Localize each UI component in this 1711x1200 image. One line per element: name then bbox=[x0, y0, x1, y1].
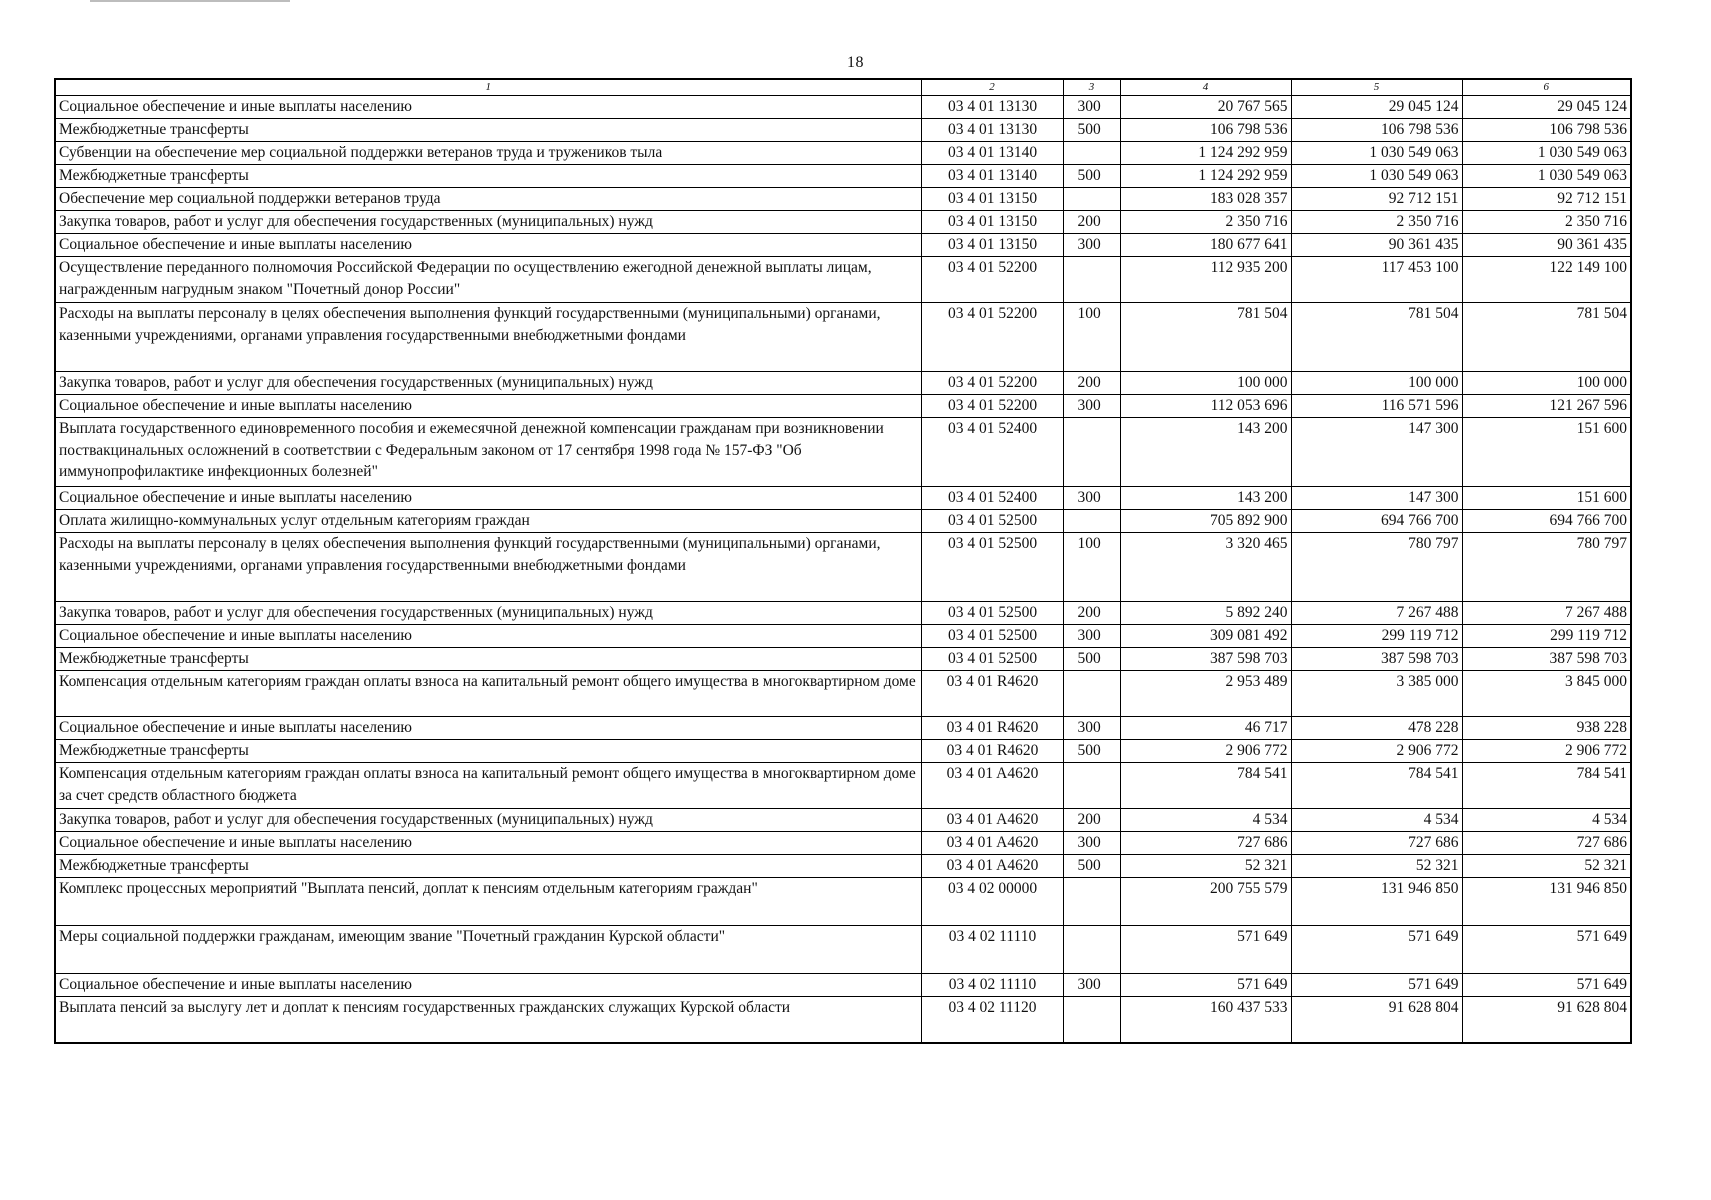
row-value-col6-cell: 781 504 bbox=[1462, 303, 1631, 372]
row-value-col4-cell: 1 124 292 959 bbox=[1120, 165, 1291, 188]
row-value-col5-cell: 781 504 bbox=[1291, 303, 1462, 372]
table-row bbox=[55, 188, 1631, 211]
row-kind-cell bbox=[1063, 926, 1120, 974]
table-row bbox=[55, 855, 1631, 878]
row-code-cell: 03 4 01 52500 bbox=[921, 510, 1063, 533]
row-code-cell: 03 4 01 52400 bbox=[921, 487, 1063, 510]
row-code-cell: 03 4 01 52500 bbox=[921, 648, 1063, 671]
row-value-col6-cell: 4 534 bbox=[1462, 809, 1631, 832]
table-row bbox=[55, 974, 1631, 997]
row-kind-cell: 500 bbox=[1063, 119, 1120, 142]
row-value-col4-cell: 52 321 bbox=[1120, 855, 1291, 878]
table-row bbox=[55, 395, 1631, 418]
row-name-cell: Закупка товаров, работ и услуг для обеспечения государственных (муниципальных) нужд bbox=[55, 372, 921, 395]
row-name-cell: Межбюджетные трансферты bbox=[55, 165, 921, 188]
row-value-col4-cell: 112 053 696 bbox=[1120, 395, 1291, 418]
row-value-col6-cell: 727 686 bbox=[1462, 832, 1631, 855]
row-name-cell: Комплекс процессных мероприятий "Выплата пенсий, доплат к пенсиям отдельным категориям граждан" bbox=[55, 878, 921, 926]
row-value-col4-cell: 387 598 703 bbox=[1120, 648, 1291, 671]
row-value-col5-cell: 4 534 bbox=[1291, 809, 1462, 832]
row-name-cell: Обеспечение мер социальной поддержки ветеранов труда bbox=[55, 188, 921, 211]
table-row bbox=[55, 487, 1631, 510]
row-value-col6-cell: 299 119 712 bbox=[1462, 625, 1631, 648]
row-value-col6-cell: 106 798 536 bbox=[1462, 119, 1631, 142]
row-value-col6-cell: 91 628 804 bbox=[1462, 997, 1631, 1044]
row-code-cell: 03 4 01 52400 bbox=[921, 418, 1063, 487]
row-value-col6-cell: 122 149 100 bbox=[1462, 257, 1631, 303]
row-kind-cell: 300 bbox=[1063, 625, 1120, 648]
table-row bbox=[55, 648, 1631, 671]
row-value-col4-cell: 106 798 536 bbox=[1120, 119, 1291, 142]
row-kind-cell: 300 bbox=[1063, 717, 1120, 740]
row-value-col6-cell: 151 600 bbox=[1462, 487, 1631, 510]
row-value-col6-cell: 52 321 bbox=[1462, 855, 1631, 878]
row-kind-cell: 300 bbox=[1063, 96, 1120, 119]
row-value-col6-cell: 780 797 bbox=[1462, 533, 1631, 602]
row-value-col6-cell: 29 045 124 bbox=[1462, 96, 1631, 119]
row-code-cell: 03 4 01 52500 bbox=[921, 602, 1063, 625]
row-kind-cell: 500 bbox=[1063, 855, 1120, 878]
row-name-cell: Закупка товаров, работ и услуг для обеспечения государственных (муниципальных) нужд bbox=[55, 809, 921, 832]
row-value-col5-cell: 7 267 488 bbox=[1291, 602, 1462, 625]
row-name-cell: Расходы на выплаты персоналу в целях обеспечения выполнения функций государственными (муниципальными) органами, казенными учреждениями, органами управления государственными внебюджетными фондами bbox=[55, 533, 921, 602]
row-name-cell: Субвенции на обеспечение мер социальной поддержки ветеранов труда и тружеников тыла bbox=[55, 142, 921, 165]
row-value-col4-cell: 200 755 579 bbox=[1120, 878, 1291, 926]
row-value-col5-cell: 2 906 772 bbox=[1291, 740, 1462, 763]
row-kind-cell: 300 bbox=[1063, 487, 1120, 510]
row-value-col4-cell: 183 028 357 bbox=[1120, 188, 1291, 211]
table-row bbox=[55, 257, 1631, 303]
row-value-col5-cell: 29 045 124 bbox=[1291, 96, 1462, 119]
row-kind-cell bbox=[1063, 997, 1120, 1044]
row-value-col4-cell: 3 320 465 bbox=[1120, 533, 1291, 602]
row-value-col5-cell: 147 300 bbox=[1291, 418, 1462, 487]
table-row bbox=[55, 211, 1631, 234]
row-value-col5-cell: 571 649 bbox=[1291, 974, 1462, 997]
row-value-col5-cell: 478 228 bbox=[1291, 717, 1462, 740]
table-header-row bbox=[55, 79, 1631, 96]
row-name-cell: Социальное обеспечение и иные выплаты населению bbox=[55, 487, 921, 510]
row-code-cell: 03 4 01 A4620 bbox=[921, 832, 1063, 855]
table-row bbox=[55, 625, 1631, 648]
table-row bbox=[55, 142, 1631, 165]
row-value-col4-cell: 784 541 bbox=[1120, 763, 1291, 809]
row-kind-cell bbox=[1063, 510, 1120, 533]
table-row bbox=[55, 372, 1631, 395]
row-value-col6-cell: 938 228 bbox=[1462, 717, 1631, 740]
row-code-cell: 03 4 01 13140 bbox=[921, 142, 1063, 165]
row-value-col4-cell: 4 534 bbox=[1120, 809, 1291, 832]
row-kind-cell: 500 bbox=[1063, 740, 1120, 763]
column-header: 4 bbox=[1120, 79, 1291, 96]
row-code-cell: 03 4 01 R4620 bbox=[921, 740, 1063, 763]
row-name-cell: Осуществление переданного полномочия Российской Федерации по осуществлению ежегодной денежной выплаты лицам, награжденным нагрудным знаком "Почетный донор России" bbox=[55, 257, 921, 303]
row-value-col5-cell: 727 686 bbox=[1291, 832, 1462, 855]
scan-top-rule bbox=[90, 0, 290, 2]
row-name-cell: Меры социальной поддержки гражданам, имеющим звание "Почетный гражданин Курской области" bbox=[55, 926, 921, 974]
row-code-cell: 03 4 02 11110 bbox=[921, 974, 1063, 997]
row-kind-cell bbox=[1063, 671, 1120, 717]
row-value-col4-cell: 571 649 bbox=[1120, 926, 1291, 974]
row-value-col4-cell: 2 906 772 bbox=[1120, 740, 1291, 763]
row-value-col5-cell: 90 361 435 bbox=[1291, 234, 1462, 257]
row-value-col6-cell: 90 361 435 bbox=[1462, 234, 1631, 257]
row-value-col5-cell: 100 000 bbox=[1291, 372, 1462, 395]
row-value-col4-cell: 5 892 240 bbox=[1120, 602, 1291, 625]
row-value-col5-cell: 784 541 bbox=[1291, 763, 1462, 809]
row-value-col6-cell: 7 267 488 bbox=[1462, 602, 1631, 625]
row-kind-cell bbox=[1063, 763, 1120, 809]
row-code-cell: 03 4 01 52200 bbox=[921, 257, 1063, 303]
row-value-col4-cell: 2 953 489 bbox=[1120, 671, 1291, 717]
row-value-col5-cell: 299 119 712 bbox=[1291, 625, 1462, 648]
row-name-cell: Оплата жилищно-коммунальных услуг отдельным категориям граждан bbox=[55, 510, 921, 533]
row-code-cell: 03 4 01 13140 bbox=[921, 165, 1063, 188]
table-row bbox=[55, 533, 1631, 602]
row-value-col6-cell: 1 030 549 063 bbox=[1462, 142, 1631, 165]
table-body bbox=[55, 96, 1631, 1044]
table-row bbox=[55, 997, 1631, 1044]
table-row bbox=[55, 740, 1631, 763]
row-value-col5-cell: 387 598 703 bbox=[1291, 648, 1462, 671]
row-code-cell: 03 4 02 11110 bbox=[921, 926, 1063, 974]
row-value-col4-cell: 160 437 533 bbox=[1120, 997, 1291, 1044]
row-kind-cell bbox=[1063, 418, 1120, 487]
table-row bbox=[55, 809, 1631, 832]
row-value-col5-cell: 52 321 bbox=[1291, 855, 1462, 878]
column-header: 1 bbox=[55, 79, 921, 96]
row-name-cell: Расходы на выплаты персоналу в целях обеспечения выполнения функций государственными (муниципальными) органами, казенными учреждениями, органами управления государственными внебюджетными фондами bbox=[55, 303, 921, 372]
row-code-cell: 03 4 01 52200 bbox=[921, 303, 1063, 372]
row-value-col4-cell: 143 200 bbox=[1120, 487, 1291, 510]
table-row bbox=[55, 763, 1631, 809]
row-value-col5-cell: 117 453 100 bbox=[1291, 257, 1462, 303]
row-name-cell: Межбюджетные трансферты bbox=[55, 855, 921, 878]
row-value-col4-cell: 20 767 565 bbox=[1120, 96, 1291, 119]
table-row bbox=[55, 119, 1631, 142]
row-code-cell: 03 4 01 52200 bbox=[921, 372, 1063, 395]
row-code-cell: 03 4 01 13150 bbox=[921, 234, 1063, 257]
row-value-col5-cell: 116 571 596 bbox=[1291, 395, 1462, 418]
table-row bbox=[55, 96, 1631, 119]
budget-table bbox=[54, 78, 1632, 1044]
page-number: 18 bbox=[847, 54, 864, 71]
row-value-col5-cell: 1 030 549 063 bbox=[1291, 165, 1462, 188]
row-value-col5-cell: 571 649 bbox=[1291, 926, 1462, 974]
row-kind-cell bbox=[1063, 878, 1120, 926]
row-value-col6-cell: 121 267 596 bbox=[1462, 395, 1631, 418]
row-kind-cell: 300 bbox=[1063, 974, 1120, 997]
row-code-cell: 03 4 02 11120 bbox=[921, 997, 1063, 1044]
row-value-col4-cell: 781 504 bbox=[1120, 303, 1291, 372]
table-row bbox=[55, 418, 1631, 487]
table-row bbox=[55, 671, 1631, 717]
column-header: 6 bbox=[1462, 79, 1631, 96]
row-value-col4-cell: 2 350 716 bbox=[1120, 211, 1291, 234]
row-kind-cell: 100 bbox=[1063, 303, 1120, 372]
row-kind-cell: 300 bbox=[1063, 832, 1120, 855]
row-value-col4-cell: 309 081 492 bbox=[1120, 625, 1291, 648]
row-code-cell: 03 4 02 00000 bbox=[921, 878, 1063, 926]
row-name-cell: Межбюджетные трансферты bbox=[55, 119, 921, 142]
row-value-col4-cell: 705 892 900 bbox=[1120, 510, 1291, 533]
row-value-col4-cell: 571 649 bbox=[1120, 974, 1291, 997]
row-kind-cell: 500 bbox=[1063, 165, 1120, 188]
table-row bbox=[55, 832, 1631, 855]
row-code-cell: 03 4 01 A4620 bbox=[921, 763, 1063, 809]
column-header: 2 bbox=[921, 79, 1063, 96]
row-value-col4-cell: 46 717 bbox=[1120, 717, 1291, 740]
row-value-col4-cell: 112 935 200 bbox=[1120, 257, 1291, 303]
row-name-cell: Компенсация отдельным категориям граждан оплаты взноса на капитальный ремонт общего имущества в многоквартирном доме bbox=[55, 671, 921, 717]
row-code-cell: 03 4 01 13130 bbox=[921, 96, 1063, 119]
row-kind-cell: 300 bbox=[1063, 395, 1120, 418]
table-row bbox=[55, 602, 1631, 625]
column-header: 5 bbox=[1291, 79, 1462, 96]
row-value-col5-cell: 92 712 151 bbox=[1291, 188, 1462, 211]
row-kind-cell: 200 bbox=[1063, 602, 1120, 625]
row-value-col5-cell: 780 797 bbox=[1291, 533, 1462, 602]
row-value-col6-cell: 784 541 bbox=[1462, 763, 1631, 809]
table-row bbox=[55, 510, 1631, 533]
table-row bbox=[55, 303, 1631, 372]
row-value-col5-cell: 147 300 bbox=[1291, 487, 1462, 510]
row-kind-cell: 200 bbox=[1063, 211, 1120, 234]
table-row bbox=[55, 926, 1631, 974]
table-row bbox=[55, 878, 1631, 926]
row-code-cell: 03 4 01 R4620 bbox=[921, 671, 1063, 717]
row-value-col5-cell: 131 946 850 bbox=[1291, 878, 1462, 926]
row-kind-cell: 100 bbox=[1063, 533, 1120, 602]
row-value-col6-cell: 131 946 850 bbox=[1462, 878, 1631, 926]
row-kind-cell: 500 bbox=[1063, 648, 1120, 671]
row-name-cell: Закупка товаров, работ и услуг для обеспечения государственных (муниципальных) нужд bbox=[55, 602, 921, 625]
row-name-cell: Социальное обеспечение и иные выплаты населению bbox=[55, 832, 921, 855]
row-kind-cell: 300 bbox=[1063, 234, 1120, 257]
row-code-cell: 03 4 01 13150 bbox=[921, 188, 1063, 211]
row-value-col5-cell: 3 385 000 bbox=[1291, 671, 1462, 717]
row-name-cell: Социальное обеспечение и иные выплаты населению bbox=[55, 974, 921, 997]
row-value-col6-cell: 571 649 bbox=[1462, 974, 1631, 997]
row-value-col6-cell: 100 000 bbox=[1462, 372, 1631, 395]
row-name-cell: Социальное обеспечение и иные выплаты населению bbox=[55, 625, 921, 648]
row-value-col6-cell: 92 712 151 bbox=[1462, 188, 1631, 211]
row-value-col6-cell: 2 350 716 bbox=[1462, 211, 1631, 234]
row-code-cell: 03 4 01 52500 bbox=[921, 533, 1063, 602]
row-value-col4-cell: 1 124 292 959 bbox=[1120, 142, 1291, 165]
column-header: 3 bbox=[1063, 79, 1120, 96]
table-row bbox=[55, 165, 1631, 188]
row-value-col4-cell: 100 000 bbox=[1120, 372, 1291, 395]
row-name-cell: Выплата государственного единовременного пособия и ежемесячной денежной компенсации гражданам при возникновении поствакцинальных осложнений в соответствии с Федеральным законом от 17 сентября 1998 года № 157-ФЗ "Об иммунопрофилактике инфекционных болезней" bbox=[55, 418, 921, 487]
row-kind-cell bbox=[1063, 257, 1120, 303]
row-code-cell: 03 4 01 A4620 bbox=[921, 855, 1063, 878]
row-name-cell: Социальное обеспечение и иные выплаты населению bbox=[55, 96, 921, 119]
row-value-col4-cell: 143 200 bbox=[1120, 418, 1291, 487]
row-code-cell: 03 4 01 A4620 bbox=[921, 809, 1063, 832]
row-value-col5-cell: 694 766 700 bbox=[1291, 510, 1462, 533]
row-value-col5-cell: 1 030 549 063 bbox=[1291, 142, 1462, 165]
row-code-cell: 03 4 01 R4620 bbox=[921, 717, 1063, 740]
table-row bbox=[55, 234, 1631, 257]
row-name-cell: Межбюджетные трансферты bbox=[55, 740, 921, 763]
row-value-col6-cell: 1 030 549 063 bbox=[1462, 165, 1631, 188]
row-value-col6-cell: 3 845 000 bbox=[1462, 671, 1631, 717]
row-code-cell: 03 4 01 52500 bbox=[921, 625, 1063, 648]
table-row bbox=[55, 717, 1631, 740]
row-value-col5-cell: 106 798 536 bbox=[1291, 119, 1462, 142]
row-name-cell: Компенсация отдельным категориям граждан оплаты взноса на капитальный ремонт общего имущества в многоквартирном доме за счет средств областного бюджета bbox=[55, 763, 921, 809]
row-kind-cell: 200 bbox=[1063, 809, 1120, 832]
row-kind-cell: 200 bbox=[1063, 372, 1120, 395]
row-code-cell: 03 4 01 13150 bbox=[921, 211, 1063, 234]
row-name-cell: Социальное обеспечение и иные выплаты населению bbox=[55, 717, 921, 740]
row-kind-cell bbox=[1063, 188, 1120, 211]
row-value-col6-cell: 571 649 bbox=[1462, 926, 1631, 974]
row-value-col4-cell: 180 677 641 bbox=[1120, 234, 1291, 257]
row-name-cell: Социальное обеспечение и иные выплаты населению bbox=[55, 395, 921, 418]
row-value-col4-cell: 727 686 bbox=[1120, 832, 1291, 855]
row-value-col6-cell: 2 906 772 bbox=[1462, 740, 1631, 763]
row-name-cell: Выплата пенсий за выслугу лет и доплат к пенсиям государственных гражданских служащих Курской области bbox=[55, 997, 921, 1044]
row-code-cell: 03 4 01 52200 bbox=[921, 395, 1063, 418]
row-kind-cell bbox=[1063, 142, 1120, 165]
row-value-col6-cell: 151 600 bbox=[1462, 418, 1631, 487]
row-code-cell: 03 4 01 13130 bbox=[921, 119, 1063, 142]
row-value-col6-cell: 387 598 703 bbox=[1462, 648, 1631, 671]
row-name-cell: Социальное обеспечение и иные выплаты населению bbox=[55, 234, 921, 257]
row-value-col5-cell: 91 628 804 bbox=[1291, 997, 1462, 1044]
row-name-cell: Закупка товаров, работ и услуг для обеспечения государственных (муниципальных) нужд bbox=[55, 211, 921, 234]
row-value-col5-cell: 2 350 716 bbox=[1291, 211, 1462, 234]
row-name-cell: Межбюджетные трансферты bbox=[55, 648, 921, 671]
row-value-col6-cell: 694 766 700 bbox=[1462, 510, 1631, 533]
